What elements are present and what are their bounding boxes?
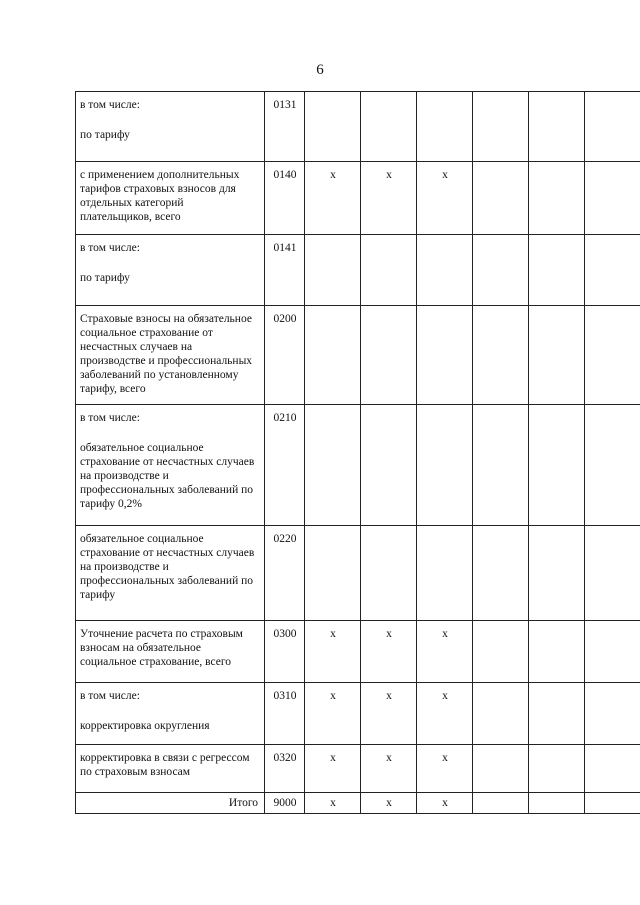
- row-label-line: в том числе:: [80, 412, 140, 424]
- table-body: [76, 92, 640, 814]
- row-label-line: корректировка в связи с регрессом: [80, 752, 250, 764]
- value-cell: [529, 162, 585, 235]
- value-cell: х: [305, 621, 361, 683]
- value-cell: [585, 235, 640, 306]
- row-code: 0310: [265, 683, 305, 745]
- table-row: [76, 526, 640, 621]
- value-cell: х: [361, 162, 417, 235]
- value-cell: [361, 235, 417, 306]
- value-cell: [585, 92, 640, 162]
- value-cell: [417, 306, 473, 405]
- row-label-line: несчастных случаев на: [80, 341, 193, 353]
- row-label-line: по страховым взносам: [80, 766, 191, 778]
- value-cell: [473, 405, 529, 526]
- row-code: 0140: [265, 162, 305, 235]
- row-label: [76, 92, 265, 162]
- value-cell: [585, 621, 640, 683]
- row-label: [76, 621, 265, 683]
- row-label: [76, 683, 265, 745]
- row-label-line: профессиональных заболеваний по: [80, 575, 254, 587]
- row-label-line: в том числе:: [80, 99, 140, 111]
- value-cell: х: [305, 162, 361, 235]
- row-label-line: плательщиков, всего: [80, 211, 181, 223]
- table-row: [76, 92, 640, 162]
- table-row: [76, 162, 640, 235]
- value-cell: х: [417, 162, 473, 235]
- value-cell: х: [305, 793, 361, 814]
- row-code: 0300: [265, 621, 305, 683]
- value-cell: х: [361, 683, 417, 745]
- value-cell: [473, 745, 529, 793]
- value-cell: [585, 683, 640, 745]
- value-cell: [473, 92, 529, 162]
- value-cell: х: [361, 745, 417, 793]
- value-cell: [585, 306, 640, 405]
- row-code: 0220: [265, 526, 305, 621]
- value-cell: [305, 235, 361, 306]
- value-cell: [417, 526, 473, 621]
- row-label-line: с применением дополнительных: [80, 169, 240, 181]
- value-cell: х: [305, 745, 361, 793]
- value-cell: [473, 683, 529, 745]
- value-cell: [417, 405, 473, 526]
- value-cell: [361, 526, 417, 621]
- row-label-line: обязательное социальное: [80, 533, 204, 545]
- value-cell: [529, 526, 585, 621]
- line-gap: [80, 425, 261, 441]
- value-cell: [529, 405, 585, 526]
- row-label-line: тарифу, всего: [80, 383, 146, 395]
- row-label-line: тарифов страховых взносов для: [80, 183, 236, 195]
- value-cell: х: [417, 683, 473, 745]
- total-row: [76, 793, 640, 814]
- table-row: [76, 745, 640, 793]
- value-cell: [585, 405, 640, 526]
- row-code: 0320: [265, 745, 305, 793]
- value-cell: [417, 235, 473, 306]
- row-label-line: страхование от несчастных случаев: [80, 456, 255, 468]
- value-cell: х: [417, 621, 473, 683]
- row-label-line: страхование от несчастных случаев: [80, 547, 255, 559]
- value-cell: [305, 92, 361, 162]
- value-cell: [305, 526, 361, 621]
- table-row: [76, 621, 640, 683]
- line-gap: [80, 255, 261, 271]
- value-cell: х: [361, 621, 417, 683]
- value-cell: [585, 745, 640, 793]
- value-cell: [529, 92, 585, 162]
- row-label: [76, 162, 265, 235]
- row-label-line: на производстве и: [80, 561, 169, 573]
- table-row: [76, 683, 640, 745]
- value-cell: [305, 405, 361, 526]
- value-cell: [529, 683, 585, 745]
- row-label-line: в том числе:: [80, 242, 140, 254]
- value-cell: х: [361, 793, 417, 814]
- row-label-line: заболеваний по установленному: [80, 369, 239, 381]
- value-cell: [529, 306, 585, 405]
- row-label-line: корректировка округления: [80, 720, 210, 732]
- page-number: 6: [316, 62, 324, 78]
- value-cell: [361, 306, 417, 405]
- value-cell: х: [417, 793, 473, 814]
- total-label: Итого: [76, 793, 265, 814]
- row-label: [76, 235, 265, 306]
- row-label-line: Уточнение расчета по страховым: [80, 628, 243, 640]
- value-cell: [529, 745, 585, 793]
- value-cell: [529, 621, 585, 683]
- value-cell: [473, 621, 529, 683]
- line-gap: [80, 112, 261, 128]
- value-cell: [585, 526, 640, 621]
- table-row: [76, 235, 640, 306]
- insurance-report-table: [75, 91, 640, 814]
- row-label-line: социальное страхование от: [80, 327, 213, 339]
- value-cell: [585, 162, 640, 235]
- table-row: [76, 306, 640, 405]
- value-cell: [417, 92, 473, 162]
- row-label-line: по тарифу: [80, 272, 130, 284]
- row-code: 0210: [265, 405, 305, 526]
- total-code: 9000: [265, 793, 305, 814]
- row-label-line: тарифу 0,2%: [80, 498, 142, 510]
- row-label: [76, 526, 265, 621]
- row-label-line: обязательное социальное: [80, 442, 204, 454]
- row-label-line: производстве и профессиональных: [80, 355, 253, 367]
- table-row: [76, 405, 640, 526]
- row-label-line: социальное страхование, всего: [80, 656, 231, 668]
- value-cell: [529, 235, 585, 306]
- value-cell: [473, 162, 529, 235]
- value-cell: х: [417, 745, 473, 793]
- row-label: [76, 405, 265, 526]
- row-code: 0200: [265, 306, 305, 405]
- value-cell: [305, 306, 361, 405]
- row-label: [76, 745, 265, 793]
- row-label: [76, 306, 265, 405]
- row-label-line: на производстве и: [80, 470, 169, 482]
- value-cell: [473, 306, 529, 405]
- row-label-line: Страховые взносы на обязательное: [80, 313, 252, 325]
- line-gap: [80, 703, 261, 719]
- row-label-line: по тарифу: [80, 129, 130, 141]
- value-cell: [585, 793, 640, 814]
- row-code: 0141: [265, 235, 305, 306]
- row-code: 0131: [265, 92, 305, 162]
- row-label-line: тарифу: [80, 589, 116, 601]
- row-label-line: взносам на обязательное: [80, 642, 202, 654]
- row-label-line: отдельных категорий: [80, 197, 184, 209]
- value-cell: х: [305, 683, 361, 745]
- value-cell: [361, 405, 417, 526]
- value-cell: [473, 235, 529, 306]
- value-cell: [473, 793, 529, 814]
- row-label-line: в том числе:: [80, 690, 140, 702]
- row-label-line: профессиональных заболеваний по: [80, 484, 254, 496]
- value-cell: [529, 793, 585, 814]
- value-cell: [361, 92, 417, 162]
- value-cell: [473, 526, 529, 621]
